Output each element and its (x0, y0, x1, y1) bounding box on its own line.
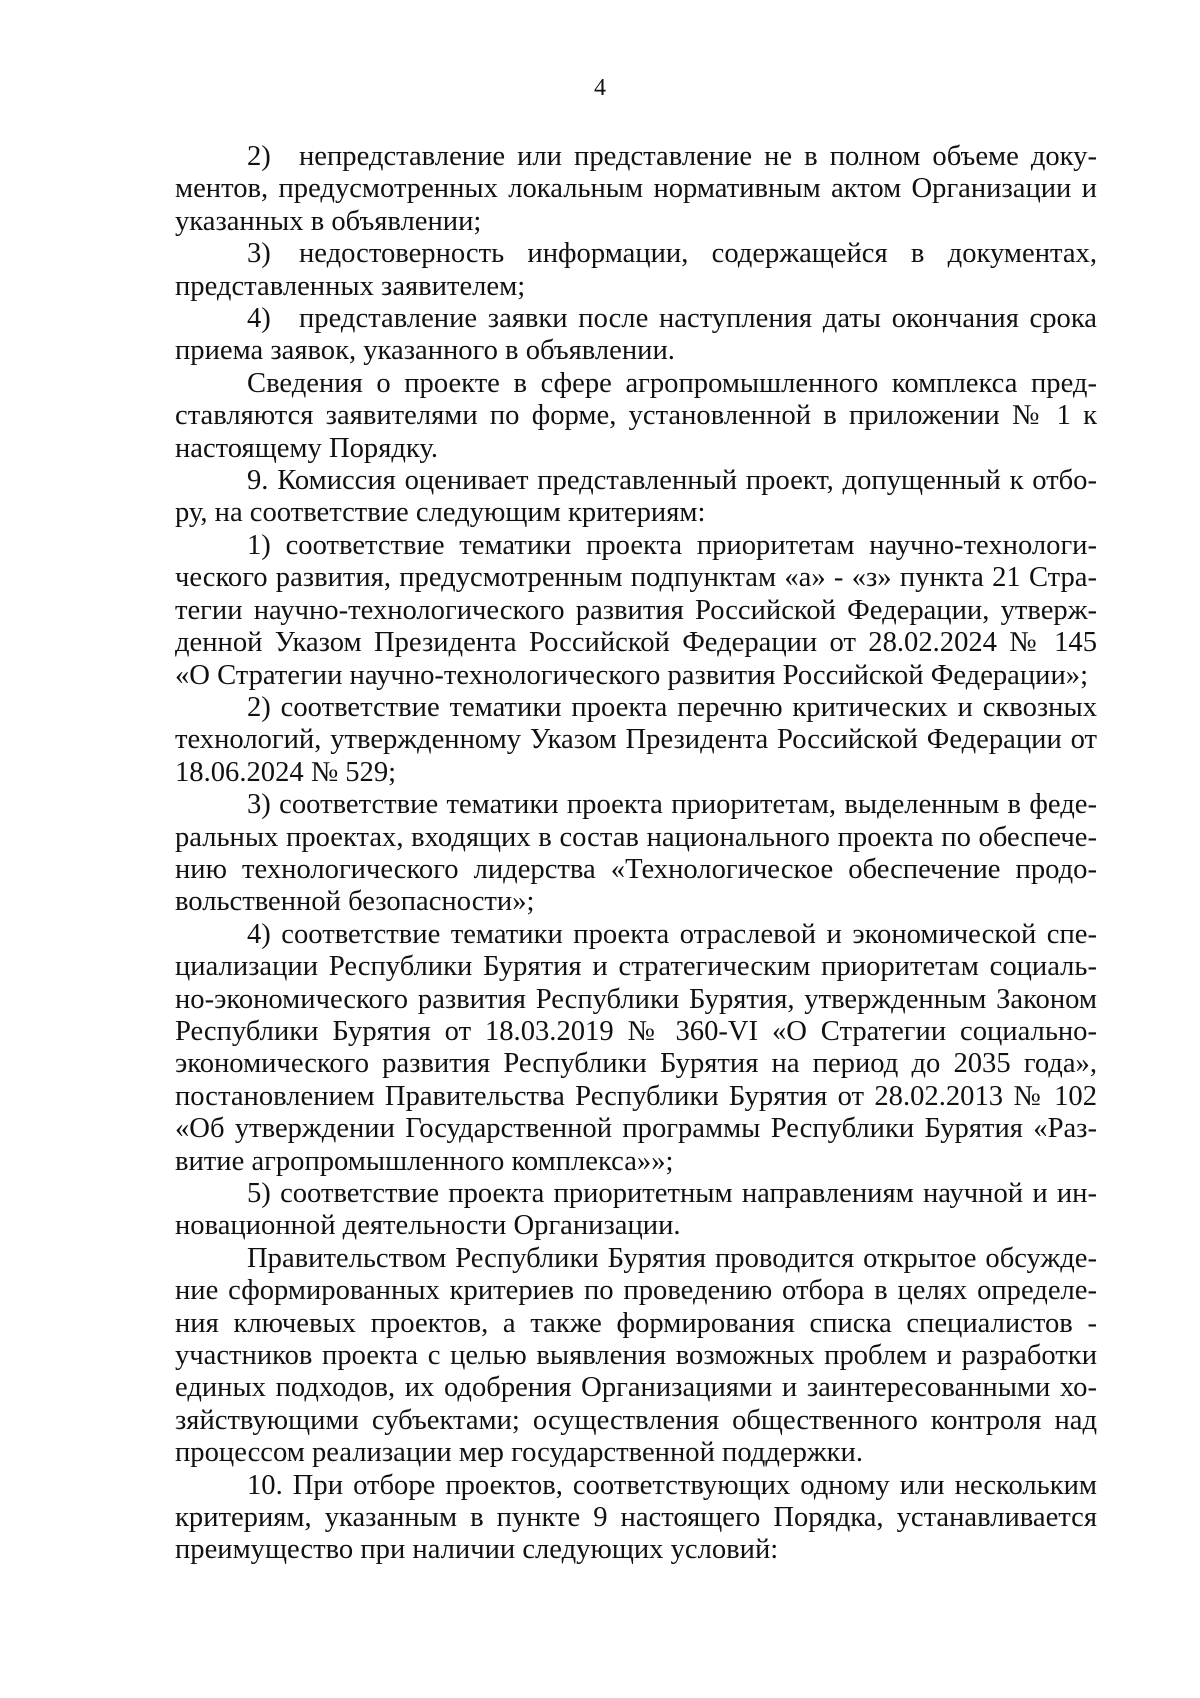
text-line: 18.06.2024 № 529; (175, 756, 397, 788)
text-line: циализации Республики Бурятия и стратегическим приоритетам социаль- (175, 951, 1097, 983)
text-line: технологий, утвержденному Указом Президента Российской Федерации от (175, 724, 1097, 756)
list-item-2-line-1 (175, 141, 1097, 173)
text-line: «О Стратегии научно-технологического развития Российской Федерации»; (175, 659, 1089, 691)
paragraph-first-line: Сведения о проекте в сфере агропромышленного комплекса пред- (247, 367, 1097, 399)
text-line: тегии научно-технологического развития Российской Федерации, утверж- (175, 594, 1097, 626)
text-line: нию технологического лидерства «Технологическое обеспечение продо- (175, 853, 1097, 885)
paragraph-first-line: 3) соответствие тематики проекта приоритетам, выделенным в феде- (247, 789, 1097, 821)
text-line: зяйствующими субъектами; осуществления общественного контроля над (175, 1404, 1097, 1436)
text-line: вольственной безопасности»; (175, 886, 535, 918)
text-line: ральных проектах, входящих в состав национального проекта по обеспече- (175, 821, 1097, 853)
list-item-4-line-1 (175, 303, 1097, 335)
text-line: единых подходов, их одобрения Организациями и заинтересованными хо- (175, 1372, 1097, 1404)
text-line: недостоверность информации, содержащейся в документах, (299, 238, 1097, 270)
text-line: витие агропромышленного комплекса»»; (175, 1145, 674, 1177)
text-line: ния ключевых проектов, а также формирования списка специалистов - (175, 1307, 1097, 1339)
text-line: но-экономического развития Республики Бурятия, утвержденным Законом (175, 983, 1097, 1015)
text-line: ставляются заявителями по форме, установленной в приложении № 1 к (175, 400, 1097, 432)
paragraph-first-line: 5) соответствие проекта приоритетным направлениям научной и ин- (247, 1178, 1097, 1209)
paragraph-first-line: 9. Комиссия оценивает представленный проект, допущенный к отбо- (247, 465, 1097, 497)
text-line: «Об утверждении Государственной программы Республики Бурятия «Раз- (175, 1113, 1097, 1145)
text-line: представленных заявителем; (175, 270, 526, 302)
text-line: постановлением Правительства Республики Бурятия от 28.02.2013 № 102 (175, 1080, 1097, 1112)
paragraph-first-line: 2) соответствие тематики проекта перечню критических и сквозных (247, 691, 1097, 723)
text-line: настоящему Порядку. (175, 432, 438, 464)
text-line: экономического развития Республики Бурятия на период до 2035 года», (175, 1048, 1097, 1080)
paragraph-first-line: 10. При отборе проектов, соответствующих одному или нескольким (247, 1469, 1097, 1501)
text-line: новационной деятельности Организации. (175, 1210, 681, 1242)
text-line: представление заявки после наступления даты окончания срока (299, 303, 1097, 335)
text-line: непредставление или представление не в полном объеме доку- (299, 141, 1097, 172)
list-item-3-line-1 (175, 238, 1097, 270)
text-line: процессом реализации мер государственной поддержки. (175, 1437, 863, 1469)
text-line: ческого развития, предусмотренным подпунктам «а» - «з» пункта 21 Стра- (175, 562, 1097, 594)
list-number: 3) (247, 238, 271, 270)
text-line: указанных в объявлении; (175, 205, 482, 237)
paragraph-first-line: 4) соответствие тематики проекта отраслевой и экономической спе- (247, 918, 1097, 950)
text-line: ментов, предусмотренных локальным нормативным актом Организации и (175, 173, 1097, 205)
text-line: денной Указом Президента Российской Федерации от 28.02.2024 № 145 (175, 627, 1097, 659)
paragraph-first-line: Правительством Республики Бурятия проводится открытое обсужде- (247, 1242, 1097, 1274)
page-number: 4 (594, 75, 606, 101)
text-line: критериям, указанным в пункте 9 настоящего Порядка, устанавливается (175, 1502, 1097, 1534)
text-line: ру, на соответствие следующим критериям: (175, 497, 706, 529)
text-line: Республики Бурятия от 18.03.2019 № 360-VI «О Стратегии социально- (175, 1015, 1097, 1047)
text-line: участников проекта с целью выявления возможных проблем и разработки (175, 1340, 1097, 1372)
text-line: приема заявок, указанного в объявлении. (175, 335, 675, 367)
list-number: 4) (247, 303, 271, 335)
paragraph-first-line: 1) соответствие тематики проекта приоритетам научно-технологи- (247, 529, 1097, 561)
list-number: 2) (247, 141, 271, 172)
text-line: преимущество при наличии следующих условий: (175, 1534, 779, 1566)
document-body (175, 141, 1097, 1567)
text-line: ние сформированных критериев по проведению отбора в целях определе- (175, 1275, 1097, 1307)
